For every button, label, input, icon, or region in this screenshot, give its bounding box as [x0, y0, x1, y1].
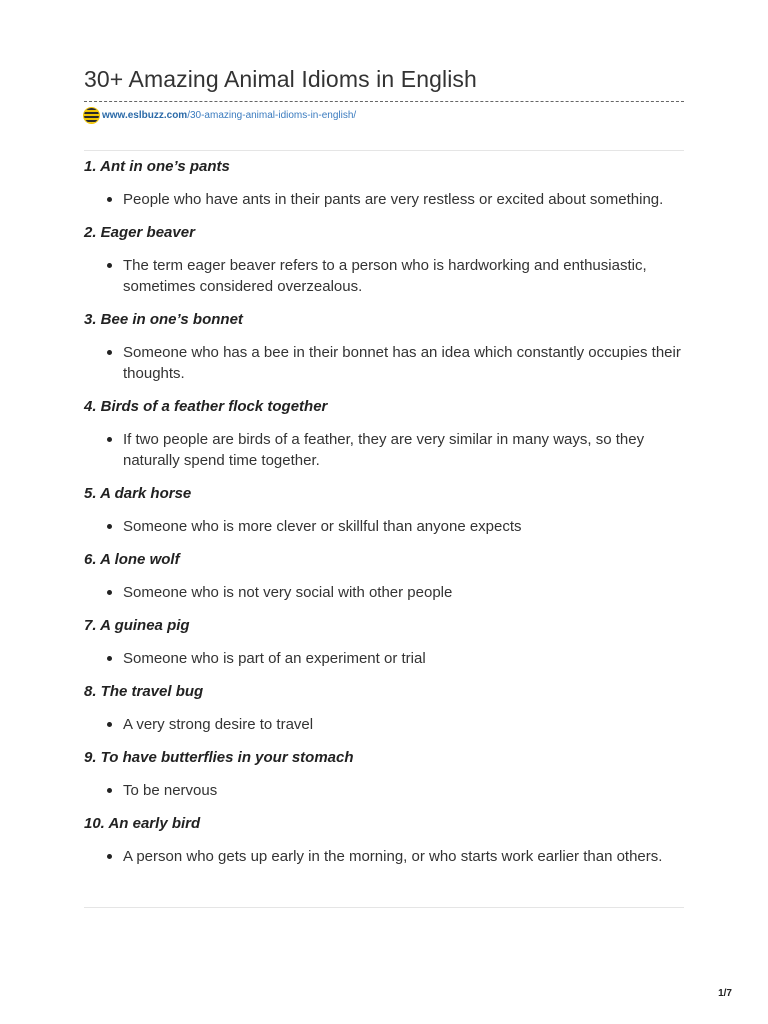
idiom-definition — [84, 846, 684, 867]
idiom-definition — [84, 516, 684, 537]
bullet-icon — [107, 350, 112, 355]
idiom-definition-text: Someone who is part of an experiment or trial — [123, 650, 426, 667]
idiom-definition-text: Someone who has a bee in their bonnet has an idea which constantly occupies their thoughts. — [123, 344, 681, 382]
page-title: 30+ Amazing Animal Idioms in English — [84, 66, 477, 92]
idiom-heading: 8. The travel bug — [84, 683, 204, 700]
idiom-definition-text: The term eager beaver refers to a person who is hardworking and enthusiastic, sometimes considered overzealous. — [123, 257, 647, 295]
bullet-icon — [107, 263, 112, 268]
idiom-definition-text: If two people are birds of a feather, they are very similar in many ways, so they naturally spend time together. — [123, 431, 645, 469]
idiom-definition — [84, 780, 684, 801]
bullet-icon — [107, 524, 112, 529]
idiom-entry — [84, 482, 684, 537]
idiom-entry — [84, 614, 684, 669]
idiom-heading: 6. A lone wolf — [84, 551, 180, 568]
source-url[interactable] — [84, 107, 356, 123]
idiom-heading: 5. A dark horse — [84, 485, 192, 502]
idiom-entry — [84, 548, 684, 603]
idiom-definition-text: Someone who is more clever or skillful than anyone expects — [123, 518, 522, 535]
idiom-heading: 3. Bee in one’s bonnet — [84, 311, 243, 328]
idiom-list — [84, 155, 684, 878]
source-domain[interactable]: www.eslbuzz.com — [102, 109, 188, 121]
idiom-definition — [84, 582, 684, 603]
idiom-definition — [84, 429, 684, 471]
content-bottom-divider — [84, 907, 684, 908]
bullet-icon — [107, 590, 112, 595]
bullet-icon — [107, 656, 112, 661]
idiom-entry — [84, 155, 684, 210]
idiom-entry — [84, 221, 684, 297]
idiom-definition-text: A person who gets up early in the morning, or who starts work earlier than others. — [123, 848, 663, 865]
idiom-definition-text: A very strong desire to travel — [123, 716, 314, 733]
idiom-definition — [84, 342, 684, 384]
idiom-heading: 2. Eager beaver — [84, 224, 195, 241]
idiom-definition — [84, 255, 684, 297]
idiom-entry — [84, 395, 684, 471]
idiom-definition — [84, 714, 684, 735]
idiom-heading: 7. A guinea pig — [84, 617, 190, 634]
idiom-entry — [84, 746, 684, 801]
bullet-icon — [107, 722, 112, 727]
idiom-heading: 9. To have butterflies in your stomach — [84, 749, 354, 766]
idiom-entry — [84, 308, 684, 384]
page-number: 1/7 — [718, 988, 732, 999]
idiom-heading: 1. Ant in one’s pants — [84, 158, 230, 175]
idiom-definition-text: People who have ants in their pants are very restless or excited about something. — [123, 191, 664, 208]
idiom-definition-text: To be nervous — [123, 782, 218, 799]
idiom-definition-text: Someone who is not very social with other people — [123, 584, 453, 601]
bullet-icon — [107, 788, 112, 793]
idiom-heading: 4. Birds of a feather flock together — [84, 398, 328, 415]
source-path[interactable]: /30-amazing-animal-idioms-in-english/ — [187, 109, 357, 121]
bullet-icon — [107, 437, 112, 442]
bullet-icon — [107, 197, 112, 202]
content-top-divider — [84, 150, 684, 151]
idiom-definition — [84, 189, 684, 210]
idiom-definition — [84, 648, 684, 669]
idiom-heading: 10. An early bird — [84, 815, 201, 832]
idiom-entry — [84, 812, 684, 867]
idiom-entry — [84, 680, 684, 735]
bullet-icon — [107, 854, 112, 859]
title-divider — [84, 101, 684, 102]
eslbuzz-logo-icon — [84, 108, 99, 123]
